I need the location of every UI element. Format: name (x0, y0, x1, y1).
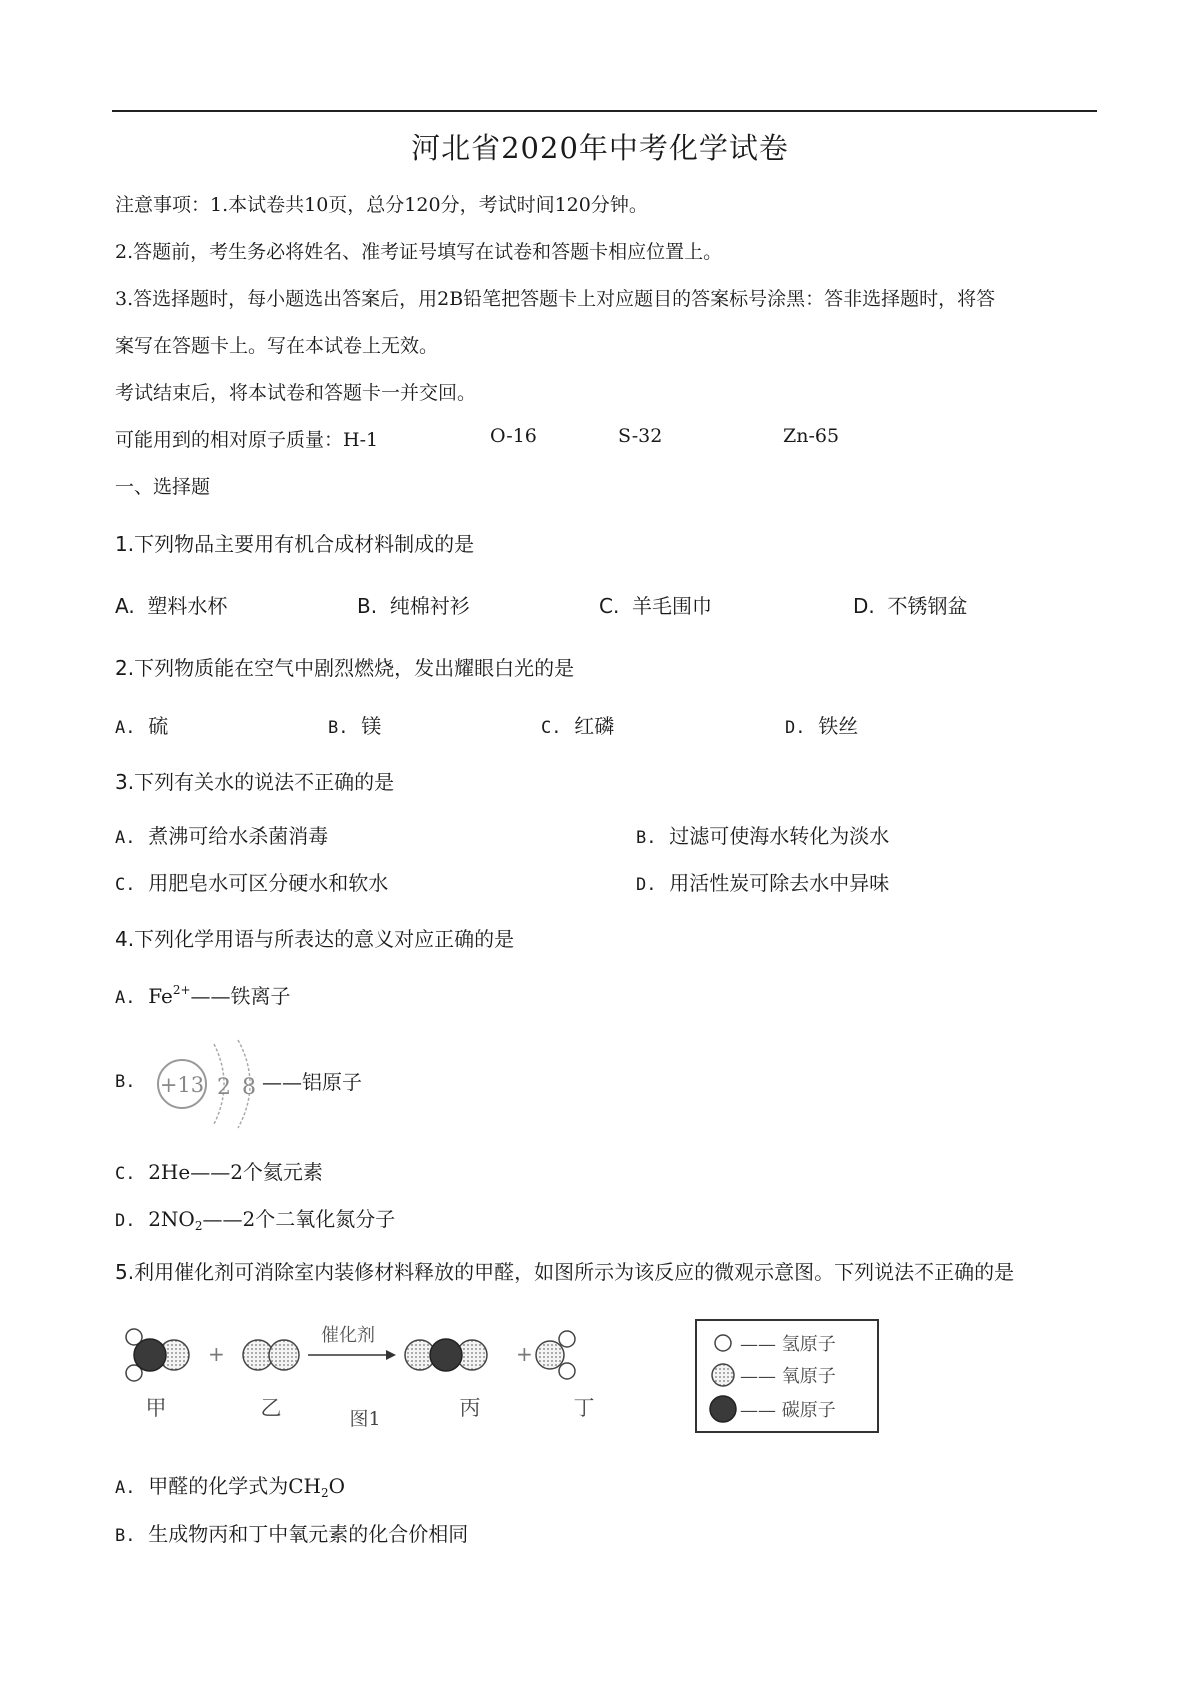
option-text: 用活性炭可除去水中异味 (669, 871, 890, 895)
question-stem: 下列物质能在空气中剧烈燃烧，发出耀眼白光的是 (134, 656, 575, 680)
molecule-jia (126, 1329, 189, 1381)
question-2 (115, 652, 574, 681)
q1-option-a (115, 590, 227, 619)
atomic-mass-o: O-16 (490, 425, 537, 447)
legend-hydrogen-swatch (715, 1335, 731, 1351)
option-letter: C. (541, 718, 562, 738)
legend-carbon: —— 碳原子 (740, 1400, 836, 1421)
option-letter: A. (115, 718, 136, 738)
q3-option-c (115, 867, 388, 896)
aluminum-atom-structure-diagram (152, 1036, 272, 1136)
option-text: 不锈钢盆 (887, 594, 968, 618)
option-text: 甲醛的化学式为CH (148, 1474, 321, 1498)
q1-option-d (853, 590, 967, 619)
page-title: 河北省2020年中考化学试卷 (411, 131, 789, 165)
plus-sign: + (208, 1342, 225, 1366)
formula-fe: Fe (148, 984, 173, 1008)
oxygen-atom (269, 1340, 299, 1370)
question-5 (115, 1256, 1014, 1285)
shell-electrons-1: 2 (217, 1075, 231, 1100)
option-letter: A. (115, 594, 135, 618)
question-3 (115, 766, 394, 795)
q2-option-d (785, 710, 858, 739)
option-text: 塑料水杯 (147, 594, 228, 618)
option-text-tail: O (328, 1474, 345, 1498)
label-yi: 乙 (260, 1396, 282, 1420)
legend-oxygen: —— 氧原子 (740, 1366, 836, 1387)
section-heading: 一、选择题 (115, 476, 211, 498)
question-stem: 下列化学用语与所表达的意义对应正确的是 (134, 927, 515, 951)
option-text: 铁丝 (818, 714, 859, 738)
q2-option-b (328, 710, 381, 739)
option-text: 硫 (148, 714, 169, 738)
reaction-diagram (118, 1315, 888, 1440)
nucleus-charge: +13 (159, 1073, 205, 1097)
subscript: 2 (320, 1486, 329, 1500)
q1-option-c (599, 590, 712, 619)
notes-line-4: 考试结束后，将本试卷和答题卡一并交回。 (115, 382, 477, 404)
notes-line-1: 注意事项：1.本试卷共10页，总分120分，考试时间120分钟。 (115, 194, 648, 216)
q2-option-c (541, 710, 614, 739)
subscript: 2 (194, 1219, 203, 1233)
legend-hydrogen: —— 氢原子 (740, 1334, 836, 1355)
notes-line-3b: 案写在答题卡上。写在本试卷上无效。 (115, 335, 439, 357)
option-letter: D. (115, 1211, 136, 1231)
oxygen-atom (536, 1341, 564, 1369)
q3-option-d (636, 867, 889, 896)
option-letter: C. (115, 875, 136, 895)
option-text: 羊毛围巾 (632, 594, 713, 618)
option-text: 纯棉衬衫 (389, 594, 470, 618)
q2-option-a (115, 710, 168, 739)
charge-superscript: 2+ (172, 983, 191, 997)
option-letter: B. (357, 594, 378, 618)
option-letter: C. (599, 594, 620, 618)
carbon-atom (430, 1339, 462, 1371)
option-text: ——2个二氧化氮分子 (202, 1207, 396, 1231)
option-text: 过滤可使海水转化为淡水 (669, 824, 890, 848)
q4-option-b-text: ——铝原子 (262, 1070, 362, 1094)
figure-caption: 图1 (349, 1408, 381, 1430)
question-number: 4. (115, 927, 135, 951)
question-stem: 下列物品主要用有机合成材料制成的是 (134, 532, 475, 556)
option-letter: B. (328, 718, 349, 738)
option-text: 煮沸可给水杀菌消毒 (148, 824, 329, 848)
option-text: 红磷 (574, 714, 615, 738)
legend-oxygen-swatch (712, 1364, 734, 1386)
label-ding: 丁 (573, 1396, 595, 1420)
label-jia: 甲 (145, 1396, 167, 1420)
hydrogen-atom (559, 1331, 575, 1347)
question-1 (115, 528, 474, 557)
hydrogen-atom (559, 1363, 575, 1379)
q4-option-a (115, 980, 291, 1009)
label-bing: 丙 (459, 1396, 481, 1420)
notes-line-2: 2.答题前，考生务必将姓名、准考证号填写在试卷和答题卡相应位置上。 (115, 241, 723, 263)
question-number: 2. (115, 656, 135, 680)
molecule-yi (243, 1340, 299, 1370)
option-text: ——铁离子 (190, 984, 291, 1008)
question-number: 1. (115, 532, 135, 556)
question-number: 3. (115, 770, 135, 794)
option-text: 用肥皂水可区分硬水和软水 (148, 871, 389, 895)
option-letter: A. (115, 828, 136, 848)
option-letter: C. (115, 1164, 136, 1184)
molecule-bing (405, 1339, 487, 1371)
option-text: 生成物丙和丁中氧元素的化合价相同 (148, 1522, 469, 1546)
option-letter: B. (115, 1526, 136, 1546)
option-text: 镁 (361, 714, 382, 738)
question-4 (115, 923, 514, 952)
molecule-ding (536, 1331, 575, 1379)
header-rule (112, 110, 1097, 112)
q1-option-b (357, 590, 470, 619)
option-letter: D. (785, 718, 806, 738)
q4-option-d (115, 1203, 395, 1233)
legend-carbon-swatch (710, 1396, 736, 1422)
question-number: 5. (115, 1260, 135, 1284)
atomic-mass-zn: Zn-65 (783, 425, 840, 447)
option-letter: D. (636, 875, 657, 895)
arrow-head (386, 1350, 396, 1360)
q5-option-a (115, 1470, 345, 1500)
option-text: 2He——2个氦元素 (148, 1160, 323, 1184)
q4-option-c (115, 1156, 323, 1185)
notes-line-3a: 3.答选择题时，每小题选出答案后，用2B铅笔把答题卡上对应题目的答案标号涂黑：答非选择题时，将答 (115, 288, 996, 310)
atomic-masses-label: 可能用到的相对原子质量：H-1 (115, 429, 379, 451)
option-letter: B. (115, 1072, 136, 1092)
q3-option-a (115, 820, 328, 849)
question-stem: 下列有关水的说法不正确的是 (134, 770, 395, 794)
option-letter: A. (115, 988, 136, 1008)
legend-box (696, 1320, 878, 1432)
plus-sign: + (516, 1342, 533, 1366)
option-letter: A. (115, 1478, 136, 1498)
carbon-atom (134, 1339, 166, 1371)
q3-option-b (636, 820, 889, 849)
q5-option-b (115, 1518, 468, 1547)
shell-electrons-2: 8 (242, 1075, 256, 1100)
atomic-mass-s: S-32 (618, 425, 663, 447)
formula-no2: 2NO (148, 1207, 195, 1231)
catalyst-label: 催化剂 (321, 1325, 375, 1346)
q4-option-b-letter (115, 1068, 135, 1092)
option-letter: D. (853, 594, 875, 618)
question-stem: 利用催化剂可消除室内装修材料释放的甲醛，如图所示为该反应的微观示意图。下列说法不正确的是 (134, 1260, 1015, 1284)
option-letter: B. (636, 828, 657, 848)
